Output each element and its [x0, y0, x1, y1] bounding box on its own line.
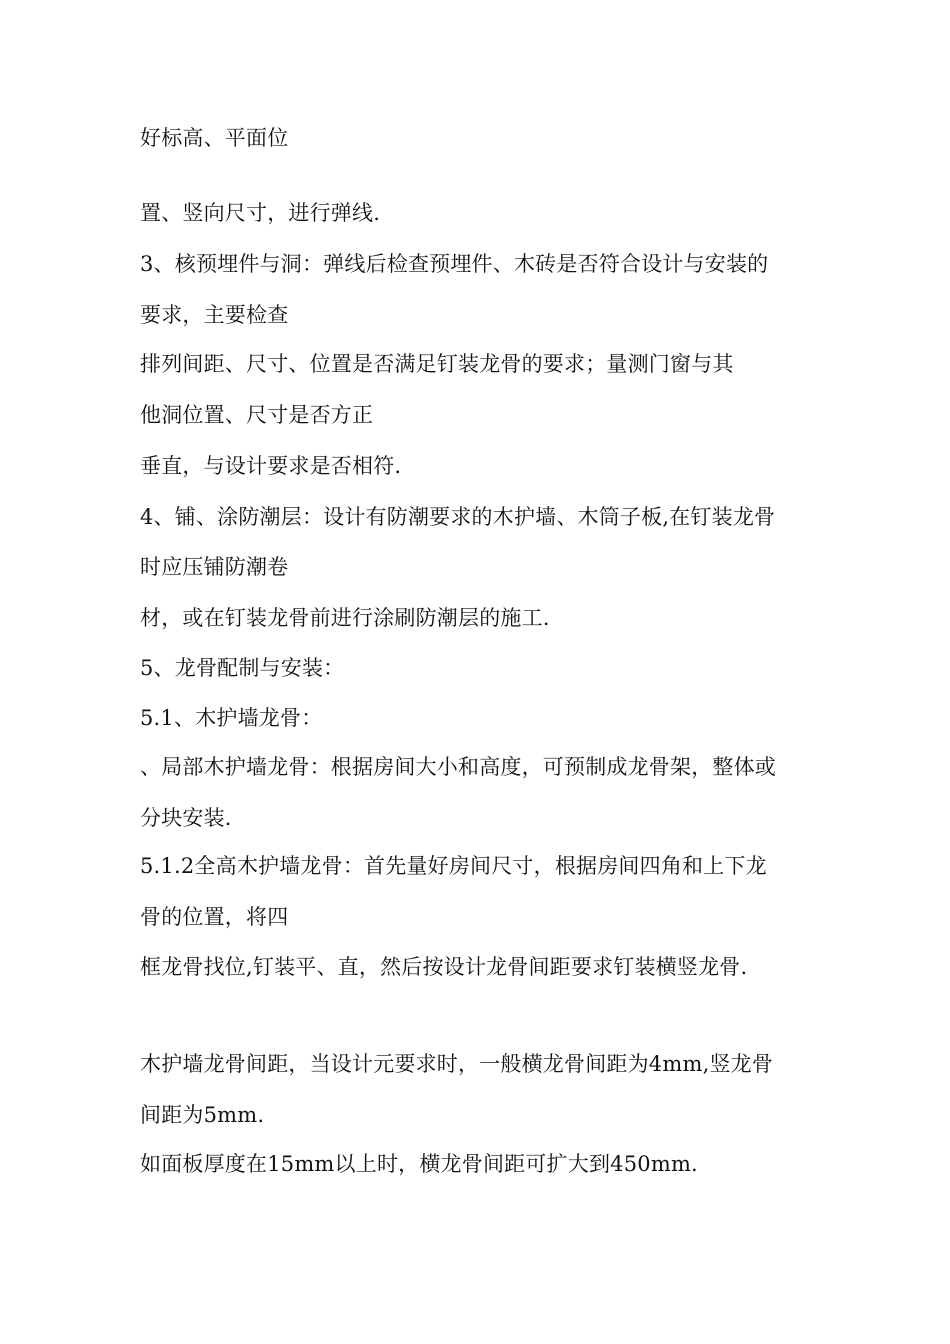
text-line: 分块安装.	[140, 806, 232, 830]
text-line: 如面板厚度在15mm以上时，横龙骨间距可扩大到450mm.	[140, 1152, 698, 1176]
text-line: 间距为5mm.	[140, 1103, 265, 1127]
text-line: 垂直，与设计要求是否相符.	[140, 454, 402, 478]
text-line: 5、龙骨配制与安装：	[140, 656, 345, 680]
text-line: 5.1、木护墙龙骨：	[140, 706, 323, 730]
text-line: 5.1.2全高木护墙龙骨：首先量好房间尺寸，根据房间四角和上下龙	[140, 854, 767, 878]
text-line: 要求，主要检查	[140, 303, 289, 327]
text-line: 木护墙龙骨间距，当设计元要求时，一般横龙骨间距为4mm,竖龙骨	[140, 1052, 774, 1076]
text-line: 置、竖向尺寸，进行弹线.	[140, 201, 381, 225]
text-line: 3、核预埋件与洞：弹线后检查预埋件、木砖是否符合设计与安装的	[140, 252, 769, 276]
text-line: 他洞位置、尺寸是否方正	[140, 403, 374, 427]
text-line: 框龙骨找位,钉装平、直，然后按设计龙骨间距要求钉装横竖龙骨.	[140, 955, 748, 979]
text-line: 4、铺、涂防潮层：设计有防潮要求的木护墙、木筒子板,在钉装龙骨	[140, 505, 776, 529]
text-line: 材，或在钉装龙骨前进行涂刷防潮层的施工.	[140, 606, 550, 630]
text-line: 时应压铺防潮卷	[140, 555, 289, 579]
text-line: 骨的位置，将四	[140, 905, 289, 929]
text-line: 好标高、平面位	[140, 126, 289, 150]
text-line: 、局部木护墙龙骨：根据房间大小和高度，可预制成龙骨架，整体或	[140, 755, 776, 779]
text-line: 排列间距、尺寸、位置是否满足钉装龙骨的要求；量测门窗与其	[140, 352, 734, 376]
